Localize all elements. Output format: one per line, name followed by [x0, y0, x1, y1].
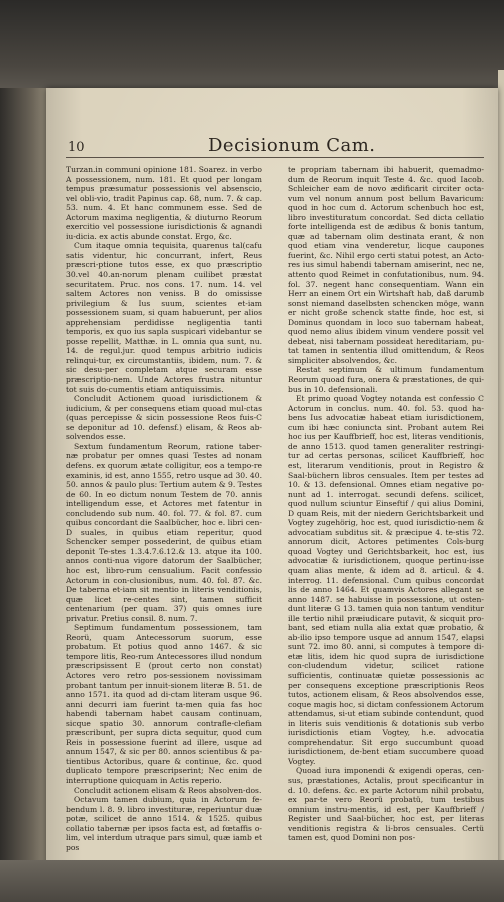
right-paragraph: Quoad iura imponendi & exigendi operas, cen-sus, præstationes, Actalis, prout specificantur in d. 10. defens. &c. ex parte Actorum nihil probatu, ex par-te vero Reorü probatü, tum testibus omnium instru-mentis, id est, per Kauffbrieff / Register und Saal-bücher, hoc est, per literas venditionis registra & li-bros censuales. Certü tamen est, quod Domini non pos- [288, 766, 484, 843]
running-head: Decisionum Cam. [208, 135, 376, 156]
left-paragraph: Septimum fundamentum possessionem, tam Reorü, quam Antecessorum suorum, esse probatum. Et potius quod anno 1467. & sic tempore litis, Reo-rum Antecessores illud nondum præscripsissent E (prout certo non constat) Actores vero retro pos-sessionem novissimam probant tantum per innuit-sionem literæ B. 51. de anno 1571. ita quod ad di-ctam literam usque 96. anni decurri iam fuerint ta-men quia fas hoc habendi tabernam habet causam continuam, sicque spatio 30. annorum contrafle-clefiam præscribunt, per supra dicta sequitur, quod cum Reis in possessione fuerint ad illere, usque ad annum 1547, & sic per 80. annos scientibus & pa-tientibus Actoribus, quare & continue, &c. quod duplicato tempore præscripserint; Nec enim de interruptione quicquam in Actis reperio. [66, 623, 262, 785]
page-left-edge [0, 88, 46, 868]
background-bottom [0, 860, 504, 902]
right-column [288, 165, 484, 843]
page-number: 10 [68, 140, 85, 155]
header-rule [66, 157, 484, 158]
right-paragraph: Restat septimum & ultimum fundamentum Reorum quoad fura, onera & præstationes, de qui-bus in 10. defensionali. [288, 365, 484, 394]
left-paragraph: Octavum tamen dubium, quia in Actorum fe-bendum l. 8. 9. libro investituræ, reperiuntur duæ potæ, scilicet de anno 1514. & 1525. quibus collatio tabernæ per ipsos facta est, ad fœtaffis o-lim, vel interdum utraque pars simul, quæ iamb et pos [66, 795, 262, 852]
left-paragraph: Sextum fundamentum Reorum, ratione taber-næ probatur per omnes quasi Testes ad nonam defens. ex quorum ætate colligitur, eos a tempo-re examinis, id est, anno 1555, retro usque ad 30. 40. 50. annos & paulo plus: Tertium autem & 9. Testes de 60. In eo dictum nonum Testem de 70. annis intelligendum esse, et Actores met fatentur in concludendo sub num. 40. fol. 77. & fol. 87. cum quibus concordant die Saalbücher, hoc e. libri cen-D suales, in quibus etiam reperitur, quod Schencker semper possederint, de quibus etiam deponit Te-stes 1.3.4.7.6.12.& 13. atque ita 100. annos conti-nua vigore datorum der Saalbücher, hoc est, libro-rum censualium. Facit confessio Actorum in con-clusionibus, num. 40. fol. 87. &c. De taberna et-iam sit mentio in literis venditionis, quæ licet re-centes sint, tamen sufficit centenarium (per quam. 37) quis omnes iure privatur. Pretius consil. 8. num. 7. [66, 441, 263, 623]
right-paragraph: Et primo quoad Vogtey notanda est confessio C Actorum in conclus. num. 40. fol. 53. quod ha-bens Ius advocatiæ habeat etiam iurisdictionem, cum ibi hæc coniuncta sint. Probant autem Rei hoc ius per Kauffbrieff, hoc est, literas venditionis, de anno 1513. quod tamen generaliter restringi-tur ad certas personas, scilicet Kauffbrieff, hoc est, literarum venditionis, prout in Registro & Saal-büchern libros censuales. Item per testes ad 10. & 13. defensional. Omnes etiam negative po-nunt ad 1. interrogat. secundi defens. scilicet, quod nullum sciuntur Einseftif / qui alius Domini, D quam Reis, mit der niedern Gerichtsbarkeit und Vogtey zugehörig, hoc est, quod iurisdictio-nem & advocatiam subditus sit. & præcipue 4. te-stis 72. annorum dicit, Actores petimentes Cols-burg quoad Vogtey und Gerichtsbarkeit, hoc est, ius advocatiæ & iurisdictionem, quoque pertinu-isse quam alias mente, & idem ad 8. articul. & 4. interrog. 11. defensional. Cum quibus concordat lis de anno 1464. Et quamvis Actores allegant se anno 1487. se habuisse in possessione, ut osten-dunt literæ G 13. tamen quia non tantum venditur ille tertio nihil præiudicare putavit, & sicquit pro-bant, sed etiam nulla alia extat quæ probatio, & ab-ilio ipso tempore usque ad annum 1547, elapsi sunt 72. imo 80. anni, si computes à tempore di-etæ litis, idem hic quod supra de iurisdictione con-cludendum videtur, scilicet ratione sufficientis, continuatæ quietæ possessionis ac per consequens exceptione præscriptionis Reos tutos, actionem elisam, & Reos absolvendos esse, coque magis hoc, si dictam confessionem Actorum attendamus, si-ut etiam subinde contendunt, quod in literis suis venditionis & dotationis sub verbo iurisdictionis etiam Vogtey, h.e. advocatia comprehendatur. Sit ergo succumbunt quoad iurisdictionem, de-bent etiam succumbere quoad Vogtey. [288, 394, 484, 766]
right-paragraph: te propriam tabernam ibi habuerit, quemadmo-dum de Reorum inquit Teste 4. &c. quod Iacob. Schleicher eam de novo ædificarit circiter octa-vum vel nonum annum post bellum Bavaricum: quod in hoc cum d. Actorum schenbuch hoc est, libro investituratum concordat. Sed dicta cellatio forte intelligenda est de ædibus & bonis tantum, quæ ad tabernam olim destinata erant, & non quod etiam vina venderetur, licque caupones fuerint, &c. Nihil ergo certi statui potest, an Acto-res ius simul habendi tabernam amiserint, nec ne, attento quod Reimet in confutationibus, num. 94. fol. 37. negent hanc consequentiam. Wann ein Herr an einem Ort ein Wirtshaft hab, daß darumb sonst niemand daselbsten schencken möge, wann er nicht große schenck statte finde, hoc est, si Dominus quondam in loco suo tabernam habeat, quod nemo alius ibidem vinum vendere possit vel debeat, nisi tabernam possideat hereditariam, pu-tat tamen in sententia illud omittendum, & Reos simpliciter absolvendos, &c. [288, 165, 484, 365]
left-paragraph: Turzan.in communi opinione 181. Soarez. in verbo A possessionem, num. 181. Et quod per longam tempus præsumatur possessionis vel absenscio, vel obli-vio, tradit Papinus cap. 68, num. 7. & cap. 53. num. 4. Et hanc communem esse. Sed de Actorum maxima negligentia, & diuturno Reorum exercitio vel possessione iurisdictionis & agnandi iu-dicia. ex actis abunde constat. Ergo, &c. [66, 165, 262, 241]
left-paragraph: Concludit Actionem quoad iurisdictionem & iudicium, & per consequens etiam quoad mul-ctas (quas percepisse & sicin possessione Reos fuis-C se deponitur ad 10. defensf.) elisam, & Reos ab-solvendos esse. [66, 394, 262, 442]
left-paragraph: Cum itaque omnia tequisita, quarenus tal(cafu satis videntur, hic concurrant, infert, Reus præscri-ptione tutos esse, ex quo præscriptio 30.vel 40.an-norum plenam cuilibet præstat securitatem. Pruc. nos cons. 17. num. 14. vel saltem Actores non veniss. B do omississe privilegium & Ius suum, scientes et-iam possessionem suam, si quam habuerunt, per alios apprehensiam perdidisse negligentia tanti temporis, ex quo ius sapla suspicari videbantur se posse repellit, Matthæ. in L. omnia qua sunt, nu. 14. de regul.jur. quod tempus arbitrio iudicis relinqui-tur, ex circumstantiis, ibidem, num. 7. & sic desu-per completam atque securam esse præscriptio-nem. Unde Actores frustra nituntur tot suis do-cumentis etiam antiquissimis. [66, 241, 262, 394]
next-page-edge [498, 70, 504, 880]
left-column [66, 165, 262, 852]
left-paragraph: Concludit actionem elisam & Reos absolven-dos. [74, 785, 262, 795]
